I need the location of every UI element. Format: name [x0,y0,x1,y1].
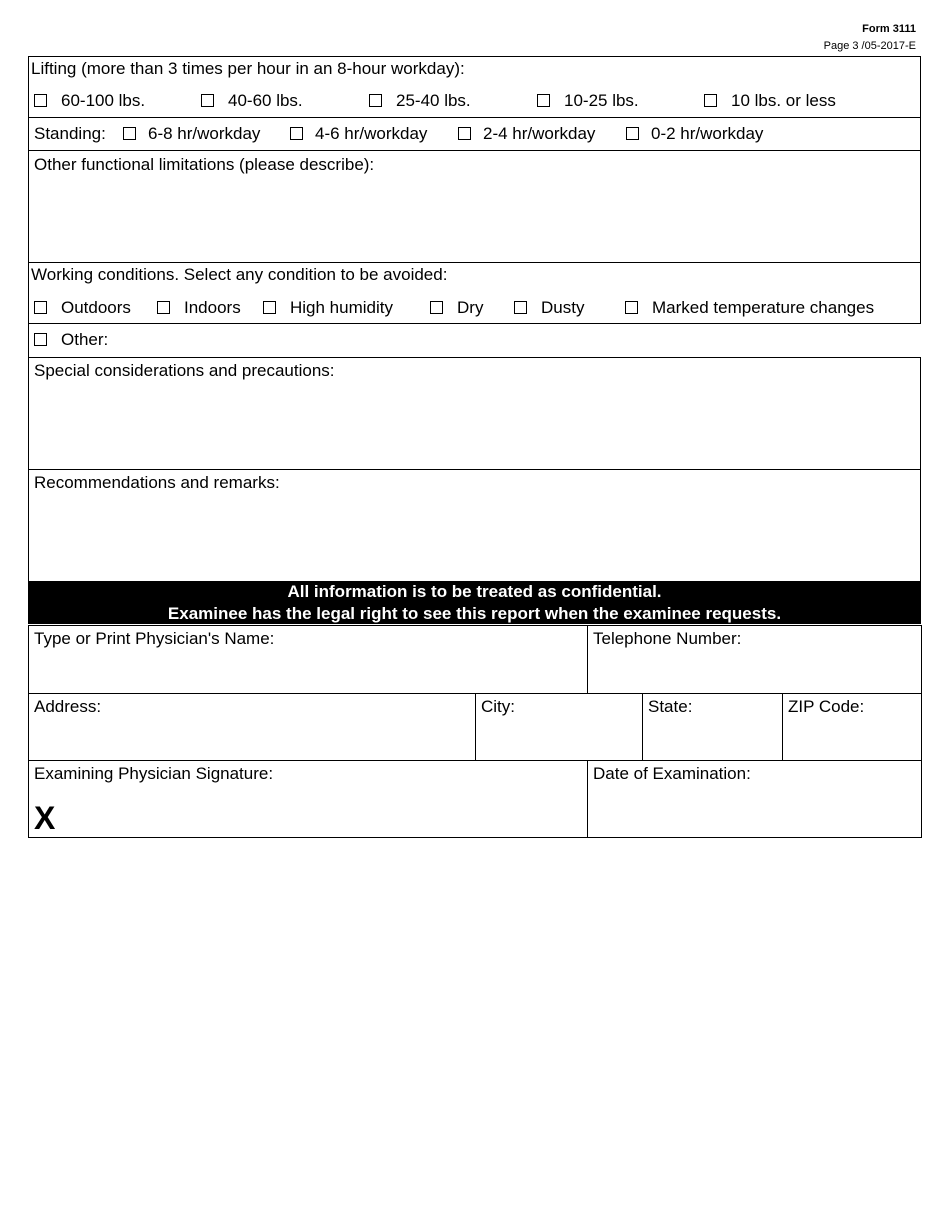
date-of-examination-label: Date of Examination: [593,764,751,783]
zip-cell[interactable] [782,693,922,761]
standing-option-2-4[interactable]: 2-4 hr/workday [458,124,595,144]
checkbox[interactable] [369,94,382,107]
zip-label: ZIP Code: [788,697,865,716]
other-limitations-field[interactable] [33,179,916,259]
special-considerations-field[interactable] [33,386,916,466]
checkbox[interactable] [537,94,550,107]
physician-name-cell[interactable] [28,625,588,694]
condition-outdoors[interactable]: Outdoors [34,298,131,318]
recommendations-field[interactable] [33,498,916,577]
state-label: State: [648,697,693,716]
form-number: Form 3111 [862,23,916,35]
standing-option-0-2[interactable]: 0-2 hr/workday [626,124,763,144]
recommendations-label: Recommendations and remarks: [34,473,280,492]
condition-dusty[interactable]: Dusty [514,298,584,318]
address-label: Address: [34,697,102,716]
signature-label: Examining Physician Signature: [34,764,274,783]
lifting-option-25-40[interactable]: 25-40 lbs. [369,91,471,111]
standing-section [28,117,921,151]
condition-dry[interactable]: Dry [430,298,483,318]
other-limitations-section [28,150,921,263]
checkbox[interactable] [34,301,47,314]
condition-high-humidity[interactable]: High humidity [263,298,393,318]
standing-option-6-8[interactable]: 6-8 hr/workday [123,124,260,144]
page-info: Page 3 /05-2017-E [823,40,916,52]
telephone-label: Telephone Number: [593,629,742,648]
city-cell[interactable] [475,693,643,761]
other-condition-row [28,324,922,358]
lifting-label: Lifting (more than 3 times per hour in an 8-hour workday): [31,59,465,78]
recommendations-section [28,469,921,581]
checkbox[interactable] [625,301,638,314]
working-conditions-label: Working conditions. Select any condition to be avoided: [31,265,448,284]
lifting-option-40-60[interactable]: 40-60 lbs. [201,91,303,111]
city-label: City: [481,697,515,716]
address-cell[interactable] [28,693,476,761]
signature-x-mark: X [34,800,56,836]
checkbox[interactable] [458,127,471,140]
special-considerations-label: Special considerations and precautions: [34,361,335,380]
standing-label: Standing: [34,124,106,143]
lifting-option-10-25[interactable]: 10-25 lbs. [537,91,639,111]
standing-option-4-6[interactable]: 4-6 hr/workday [290,124,427,144]
special-considerations-section [28,357,921,470]
banner-line-2: Examinee has the legal right to see this report when the examinee requests. [167,604,782,623]
condition-indoors[interactable]: Indoors [157,298,241,318]
checkbox[interactable] [704,94,717,107]
telephone-cell[interactable] [587,625,922,694]
checkbox[interactable] [34,333,47,346]
checkbox[interactable] [123,127,136,140]
lifting-option-10-or-less[interactable]: 10 lbs. or less [704,91,836,111]
checkbox[interactable] [514,301,527,314]
working-conditions-section [28,262,921,324]
checkbox[interactable] [626,127,639,140]
banner-line-1: All information is to be treated as confidential. [287,582,662,601]
checkbox[interactable] [34,94,47,107]
checkbox[interactable] [430,301,443,314]
date-of-examination-cell[interactable] [587,760,922,838]
other-limitations-label: Other functional limitations (please describe): [34,155,375,174]
lifting-section [28,56,921,118]
confidential-banner [28,581,921,624]
state-cell[interactable] [642,693,783,761]
checkbox[interactable] [157,301,170,314]
checkbox[interactable] [201,94,214,107]
physician-name-label: Type or Print Physician's Name: [34,629,275,648]
checkbox[interactable] [263,301,276,314]
checkbox[interactable] [290,127,303,140]
condition-other[interactable]: Other: [34,330,108,350]
lifting-option-60-100[interactable]: 60-100 lbs. [34,91,145,111]
condition-marked-temperature-changes[interactable]: Marked temperature changes [625,298,874,318]
signature-cell[interactable] [28,760,588,838]
